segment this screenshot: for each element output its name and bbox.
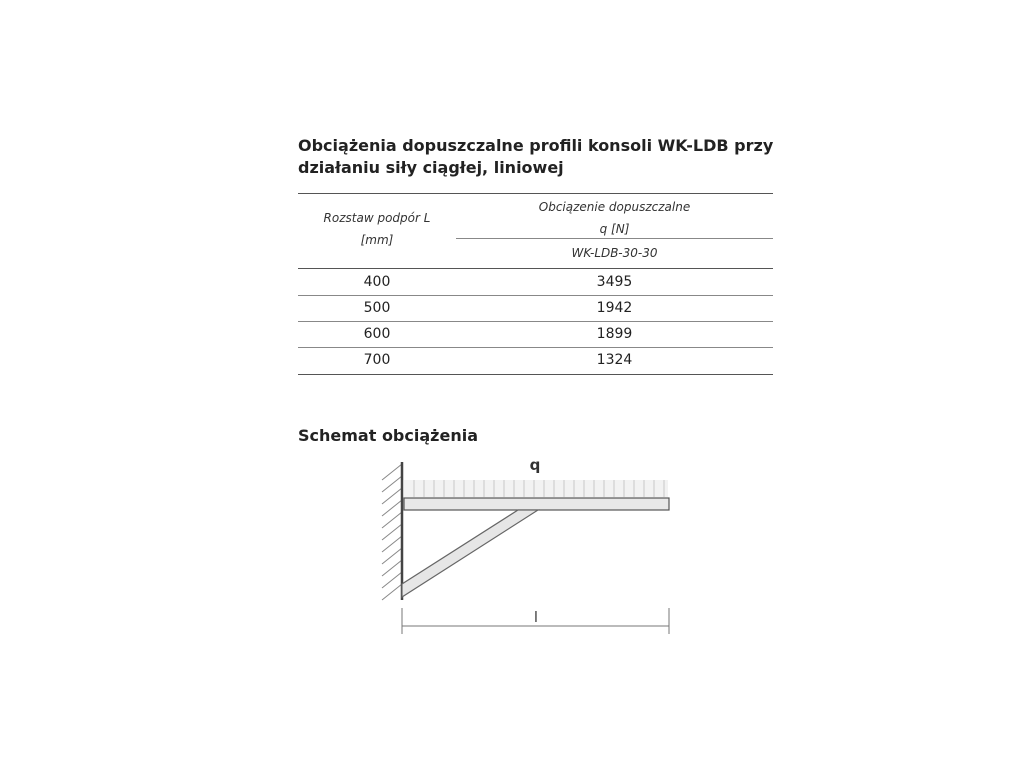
column-header-span	[298, 207, 456, 251]
wall-hatching	[382, 464, 402, 600]
table-row-4-span: 700	[363, 352, 391, 368]
brace	[402, 510, 538, 597]
column-header-load-line-1: Obciązenie dopuszczalne	[538, 200, 691, 214]
column-header-span-line-1: Rozstaw podpór L	[323, 211, 431, 225]
load-table	[298, 193, 773, 375]
header-sub-rule	[456, 238, 773, 239]
column-subheader-profile: WK-LDB-30-30	[571, 246, 658, 260]
length-label: l	[534, 610, 538, 626]
table-title-line-2: działaniu siły ciągłej, liniowej	[298, 158, 564, 177]
column-header-load	[456, 196, 773, 240]
column-header-load-line-2: q [N]	[599, 222, 630, 236]
column-header-span-line-2: [mm]	[360, 233, 394, 247]
table-top-rule	[298, 193, 773, 194]
table-title-line-1: Obciążenia dopuszczalne profili konsoli WK-LDB przy	[298, 136, 774, 155]
table-row-1-load: 3495	[596, 274, 633, 290]
table-row-1-span: 400	[363, 274, 391, 290]
table-row-2-load: 1942	[596, 300, 633, 316]
schema-title: Schemat obciążenia	[298, 426, 478, 445]
beam	[404, 498, 669, 510]
table-row-2-span: 500	[363, 300, 391, 316]
table-row-4-load: 1324	[596, 352, 633, 368]
load-label: q	[529, 456, 541, 474]
table-row-3-load: 1899	[596, 326, 633, 342]
table-bottom-rule	[298, 374, 773, 375]
table-title	[298, 135, 778, 179]
load-schema-diagram	[370, 452, 680, 642]
table-row-3-span: 600	[363, 326, 391, 342]
